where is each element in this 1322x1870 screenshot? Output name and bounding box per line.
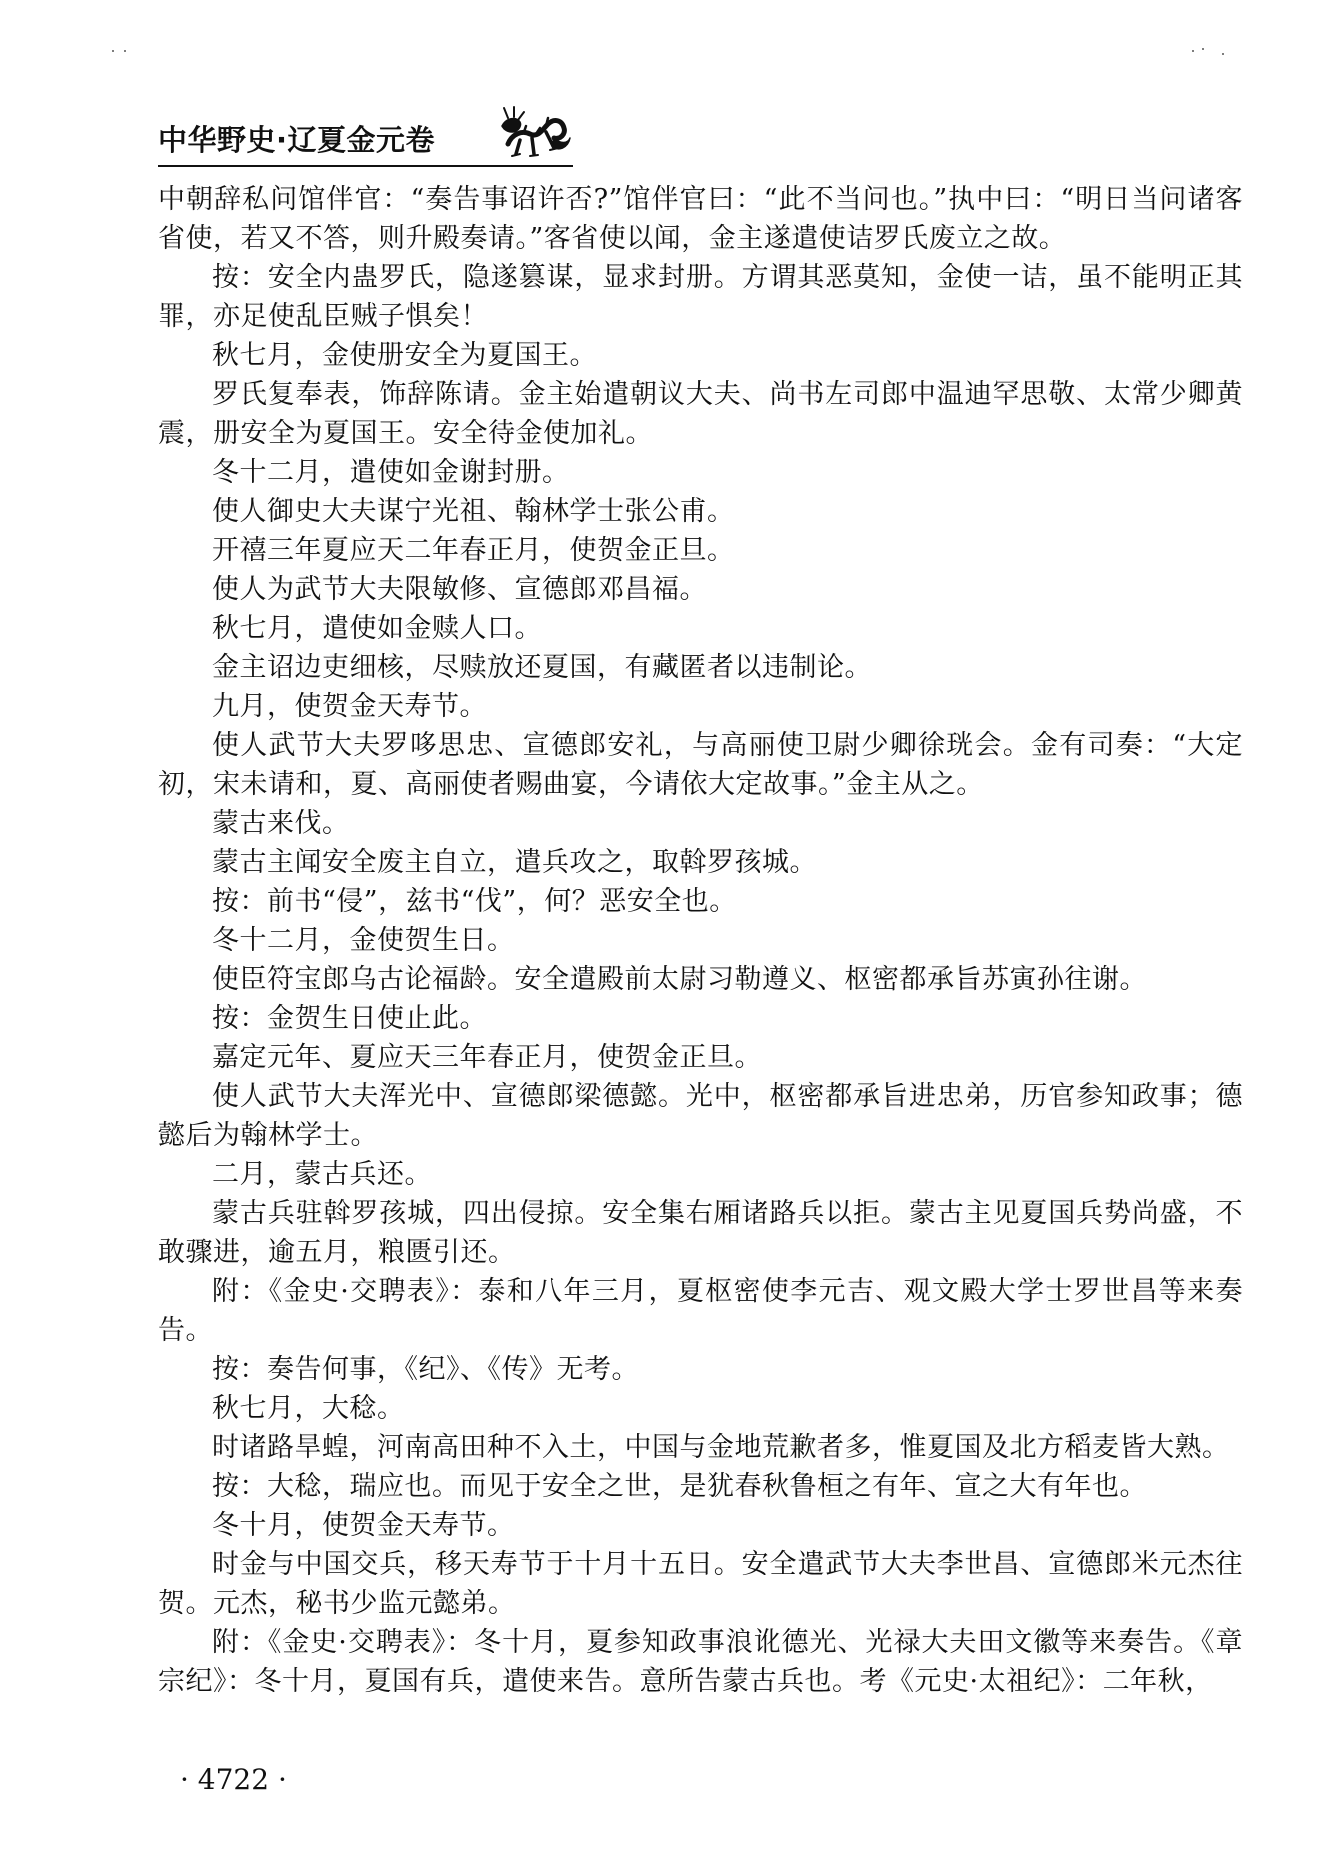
scan-speck (124, 50, 126, 52)
scan-speck (1192, 50, 1194, 52)
paragraph: 罗氏复奉表，饰辞陈请。金主始遣朝议大夫、尚书左司郎中温迪罕思敬、太常少卿黄震，册安全为夏国王。安全待金使加礼。 (158, 379, 1243, 449)
paragraph: 按：前书“侵”，兹书“伐”，何？恶安全也。 (212, 886, 737, 917)
paragraph: 秋七月，遣使如金赎人口。 (212, 613, 542, 644)
paragraph: 附：《金史·交聘表》：冬十月，夏参知政事浪讹德光、光禄大夫田文徽等来奏告。《章宗纪》：冬十月，夏国有兵，遣使来告。意所告蒙古兵也。考《元史·太祖纪》：二年秋， (158, 1627, 1243, 1697)
book-title: 中华野史·辽夏金元卷 (158, 123, 436, 157)
paragraph: 按：安全内蛊罗氏，隐遂篡谋，显求封册。方谓其恶莫知，金使一诘，虽不能明正其罪，亦足使乱臣贼子惧矣！ (158, 262, 1243, 332)
paragraph: 使臣符宝郎乌古论福龄。安全遣殿前太尉习勒遵义、枢密都承旨苏寅孙往谢。 (212, 964, 1147, 995)
paragraph: 使人为武节大夫限敏修、宣德郎邓昌福。 (212, 574, 707, 605)
page-number: · 4722 · (180, 1763, 287, 1796)
paragraph: 秋七月，金使册安全为夏国王。 (212, 340, 597, 371)
paragraph: 冬十月，使贺金天寿节。 (212, 1510, 515, 1541)
paragraph: 中朝辞私问馆伴官：“奏告事诏许否?”馆伴官曰：“此不当问也。”执中曰：“明日当问诸客省使，若又不答，则升殿奏请。”客省使以闻，金主遂遣使诘罗氏废立之故。 (158, 184, 1243, 254)
paragraph: 开禧三年夏应天二年春正月，使贺金正旦。 (212, 535, 735, 566)
paragraph: 蒙古主闻安全废主自立，遣兵攻之，取斡罗孩城。 (212, 847, 817, 878)
paragraph: 蒙古兵驻斡罗孩城，四出侵掠。安全集右厢诸路兵以拒。蒙古主见夏国兵势尚盛，不敢骤进，逾五月，粮匮引还。 (158, 1198, 1243, 1268)
paragraph: 按：奏告何事，《纪》、《传》无考。 (212, 1354, 639, 1385)
paragraph: 使人武节大夫罗哆思忠、宣德郎安礼，与高丽使卫尉少卿徐珖会。金有司奏：“大定初，宋未请和，夏、高丽使者赐曲宴，今请依大定故事。”金主从之。 (158, 730, 1243, 800)
paragraph: 使人御史大夫谋宁光祖、翰林学士张公甫。 (212, 496, 735, 527)
dragon-icon (498, 104, 572, 162)
paragraph: 嘉定元年、夏应天三年春正月，使贺金正旦。 (212, 1042, 762, 1073)
paragraph: 时金与中国交兵，移天寿节于十月十五日。安全遣武节大夫李世昌、宣德郎米元杰往贺。元杰，秘书少监元懿弟。 (158, 1549, 1243, 1619)
paragraph: 时诸路旱蝗，河南高田种不入土，中国与金地荒歉者多，惟夏国及北方稻麦皆大熟。 (212, 1432, 1230, 1463)
paragraph: 二月，蒙古兵还。 (212, 1159, 432, 1190)
paragraph: 按：大稔，瑞应也。而见于安全之世，是犹春秋鲁桓之有年、宣之大有年也。 (212, 1471, 1147, 1502)
running-header (158, 104, 573, 166)
paragraph: 按：金贺生日使止此。 (212, 1003, 487, 1034)
paragraph: 冬十二月，遣使如金谢封册。 (212, 457, 570, 488)
paragraph: 冬十二月，金使贺生日。 (212, 925, 515, 956)
scan-speck (112, 50, 114, 52)
paragraph: 使人武节大夫浑光中、宣德郎梁德懿。光中，枢密都承旨进忠弟，历官参知政事；德懿后为翰林学士。 (158, 1081, 1243, 1151)
header-rule (158, 165, 573, 167)
paragraph: 九月，使贺金天寿节。 (212, 691, 487, 722)
paragraph: 金主诏边吏细核，尽赎放还夏国，有藏匿者以违制论。 (212, 652, 872, 683)
scan-speck (1202, 48, 1204, 50)
paragraph: 附：《金史·交聘表》：泰和八年三月，夏枢密使李元吉、观文殿大学士罗世昌等来奏告。 (158, 1276, 1243, 1346)
scan-speck (1222, 53, 1224, 55)
paragraph: 蒙古来伐。 (212, 808, 350, 839)
page-body (158, 180, 1243, 1701)
paragraph: 秋七月，大稔。 (212, 1393, 405, 1424)
